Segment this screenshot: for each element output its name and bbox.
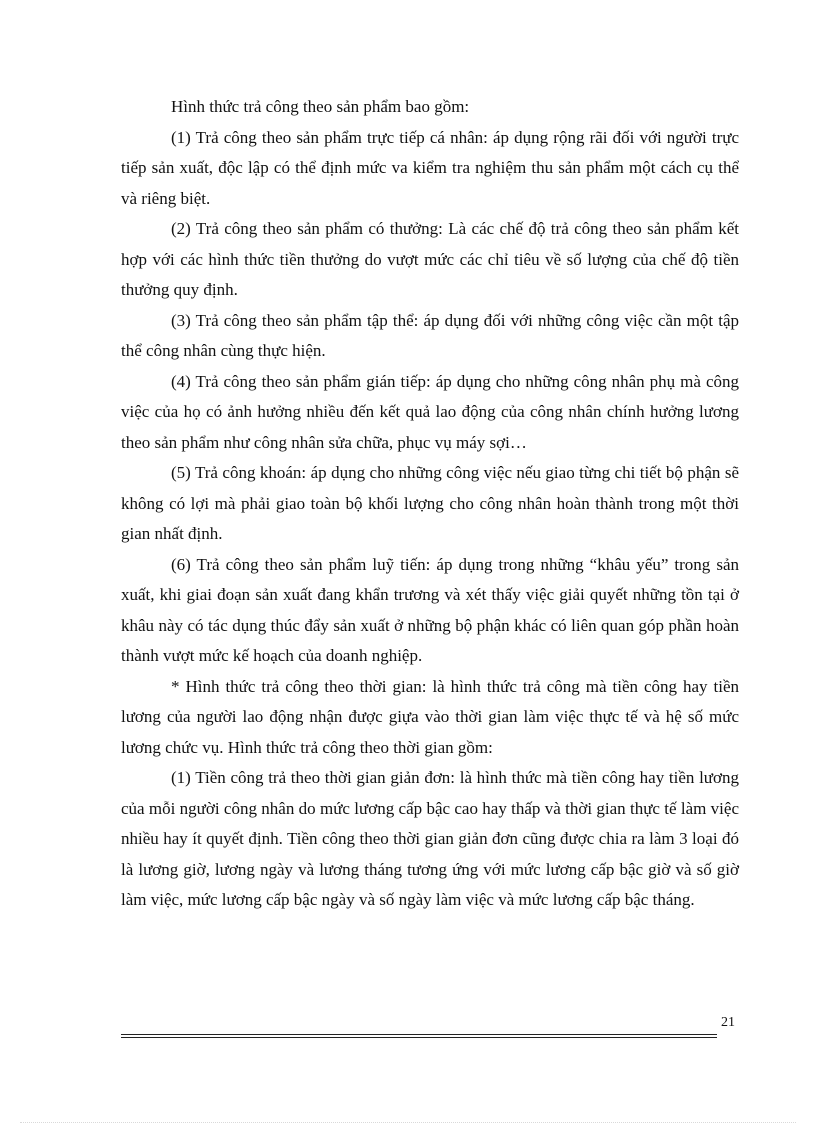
page-number: 21 [721,1015,735,1030]
paragraph-time-item-1: (1) Tiền công trả theo thời gian giản đơn: là hình thức mà tiền công hay tiền lương của mỗi người công nhân do mức lương cấp bậc cao hay thấp và thời gian thực tế làm việc nhiều hay ít quyết định. Tiền công theo thời gian giản đơn cũng được chia ra làm 3 loại đó là lương giờ, lương ngày và lương tháng tương ứng với mức lương cấp bậc giờ và số giờ làm việc, mức lương cấp bậc ngày và số ngày làm việc và mức lương cấp bậc tháng. [121,768,739,909]
paragraph-item-4: (4) Trả công theo sản phẩm gián tiếp: áp dụng cho những công nhân phụ mà công việc của họ có ảnh hưởng nhiều đến kết quả lao động của công nhân chính hưởng lương theo sản phẩm như công nhân sửa chữa, phục vụ máy sợi… [121,371,739,452]
paragraph-item-2: (2) Trả công theo sản phẩm có thưởng: Là các chế độ trả công theo sản phẩm kết hợp với các hình thức tiền thưởng do vượt mức các chỉ tiêu về số lượng của chế độ tiền thưởng quy định. [121,219,739,299]
paragraph-item-5: (5) Trả công khoán: áp dụng cho những công việc nếu giao từng chi tiết bộ phận sẽ không có lợi mà phải giao toàn bộ khối lượng cho công nhân hoàn thành trong một thời gian nhất định. [121,463,739,543]
document-body [121,92,739,916]
paragraph-intro: Hình thức trả công theo sản phẩm bao gồm: [171,97,470,116]
footer-double-rule [121,1034,717,1038]
paragraph-item-6: (6) Trả công theo sản phẩm luỹ tiến: áp dụng trong những “khâu yếu” trong sản xuất, khi giai đoạn sản xuất đang khẩn trương và xét thấy việc giải quyết những tồn tại ở khâu này có tác dụng thúc đẩy sản xuất ở những bộ phận khác có liên quan góp phần hoàn thành vượt mức kế hoạch của doanh nghiệp. [121,554,739,665]
paragraph-time-based: * Hình thức trả công theo thời gian: là hình thức trả công mà tiền công hay tiền lương của người lao động nhận được giựa vào thời gian làm việc thực tế và hệ số mức lương chức vụ. Hình thức trả công theo thời gian gồm: [121,676,739,757]
paragraph-item-1: (1) Trả công theo sản phẩm trực tiếp cá nhân: áp dụng rộng rãi đối với người trực tiếp sản xuất, độc lập có thể định mức va kiểm tra nghiệm thu sản phẩm một cách cụ thể và riêng biệt. [121,127,739,208]
paragraph-item-3: (3) Trả công theo sản phẩm tập thể: áp dụng đối với những công việc cần một tập thể công nhân cùng thực hiện. [121,310,739,360]
